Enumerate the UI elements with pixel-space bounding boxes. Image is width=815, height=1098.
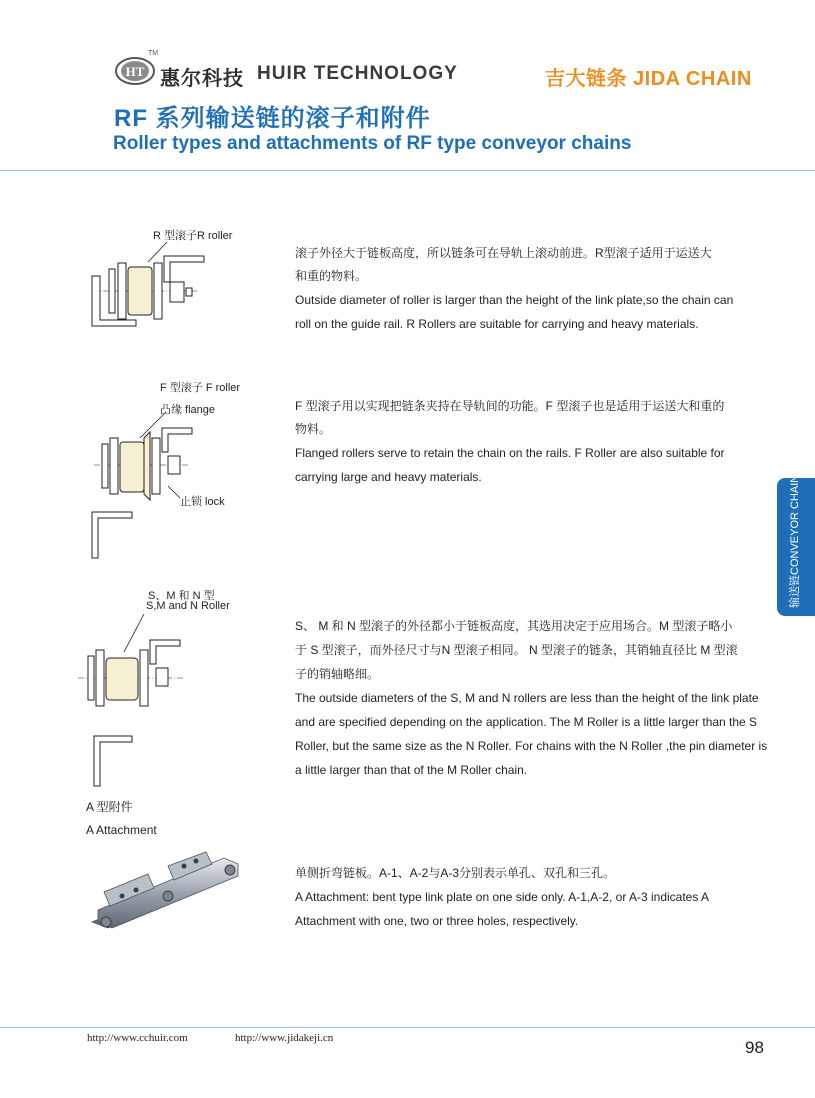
header-divider [0,170,815,171]
a-attachment-desc-en-2: Attachment with one, two or three holes, respectively. [295,914,579,928]
smn-roller-desc-en-1: The outside diameters of the S, M and N rollers are less than the height of the link plate [295,691,759,705]
footer-link-jidakeji[interactable]: http://www.jidakeji.cn [235,1032,334,1044]
logo-letters: HT [125,64,145,79]
page-title-cn: RF 系列输送链的滚子和附件 [114,105,431,132]
smn-roller-desc-en-2: and are specified depending on the application. The M Roller is a little larger than the S [295,715,758,729]
page-number: 98 [745,1038,764,1057]
f-roller-diagram [80,408,200,558]
smn-roller-label-cn: S、M 和 N 型 [148,590,215,602]
r-roller-desc-en-2: roll on the guide rail. R Rollers are suitable for carrying and heavy materials. [295,317,699,331]
a-attachment-photo [88,852,243,937]
a-attachment-desc-cn-1: 单侧折弯链板。A-1、A-2与A-3分别表示单孔、双孔和三孔。 [295,866,616,880]
smn-roller-label-en: S,M and N Roller [146,600,230,612]
f-roller-desc-en-1: Flanged rollers serve to retain the chain on the rails. F Roller are also suitable for [295,446,725,460]
partner-brand: 吉大链条 JIDA CHAIN [545,68,752,90]
footer-divider [0,1027,815,1028]
smn-roller-desc-cn-2: 于 S 型滚子，而外径尺寸与N 型滚子相同。 N 型滚子的链条，其销轴直径比 M 型滚 [295,643,738,657]
a-attachment-desc-en-1: A Attachment: bent type link plate on one side only. A-1,A-2, or A-3 indicates A [295,890,710,904]
side-section-tab [777,467,815,616]
company-logo [115,56,155,86]
a-attachment-label-cn: A 型附件 [86,800,133,814]
r-roller-label: R 型滚子R roller [153,230,233,242]
side-tab-label: 输送链CONVEYOR CHAINS [789,467,801,608]
flange-label: 凸缘 flange [160,404,216,416]
smn-roller-desc-en-4: a little larger than that of the M Roller chain. [295,763,528,777]
f-roller-label: F 型滚子 F roller [160,382,241,394]
brand-name-cn: 惠尔科技 [160,68,244,90]
smn-roller-desc-cn-3: 子的销轴略细。 [295,667,380,681]
a-attachment-label-en: A Attachment [86,823,157,837]
f-roller-desc-cn-1: F 型滚子用以实现把链条夹持在导轨间的功能。F 型滚子也是适用于运送大和重的 [295,399,725,413]
r-roller-desc-cn-2: 和重的物料。 [295,269,368,283]
r-roller-desc-cn-1: 滚子外径大于链板高度，所以链条可在导轨上滚动前进。R型滚子适用于运送大 [295,246,712,260]
trademark-mark: TM [148,50,159,57]
r-roller-desc-en-1: Outside diameter of roller is larger than the height of the link plate,so the chain can [295,293,734,307]
brand-name-en: HUIR TECHNOLOGY [257,63,458,84]
f-roller-desc-cn-2: 物料。 [295,422,332,436]
smn-roller-diagram [74,612,194,787]
r-roller-diagram [86,236,216,336]
lock-label: 止锁 lock [180,496,225,508]
footer-link-cchuir[interactable]: http://www.cchuir.com [87,1032,188,1044]
page-title-en: Roller types and attachments of RF type conveyor chains [113,133,632,154]
f-roller-desc-en-2: carrying large and heavy materials. [295,470,482,484]
smn-roller-desc-en-3: Roller, but the same size as the N Roller. For chains with the N Roller ,the pin diameter is [295,739,768,753]
logo-emblem-icon [115,56,155,86]
smn-roller-desc-cn-1: S、 M 和 N 型滚子的外径都小于链板高度，其选用决定于应用场合。M 型滚子略小 [295,619,733,633]
